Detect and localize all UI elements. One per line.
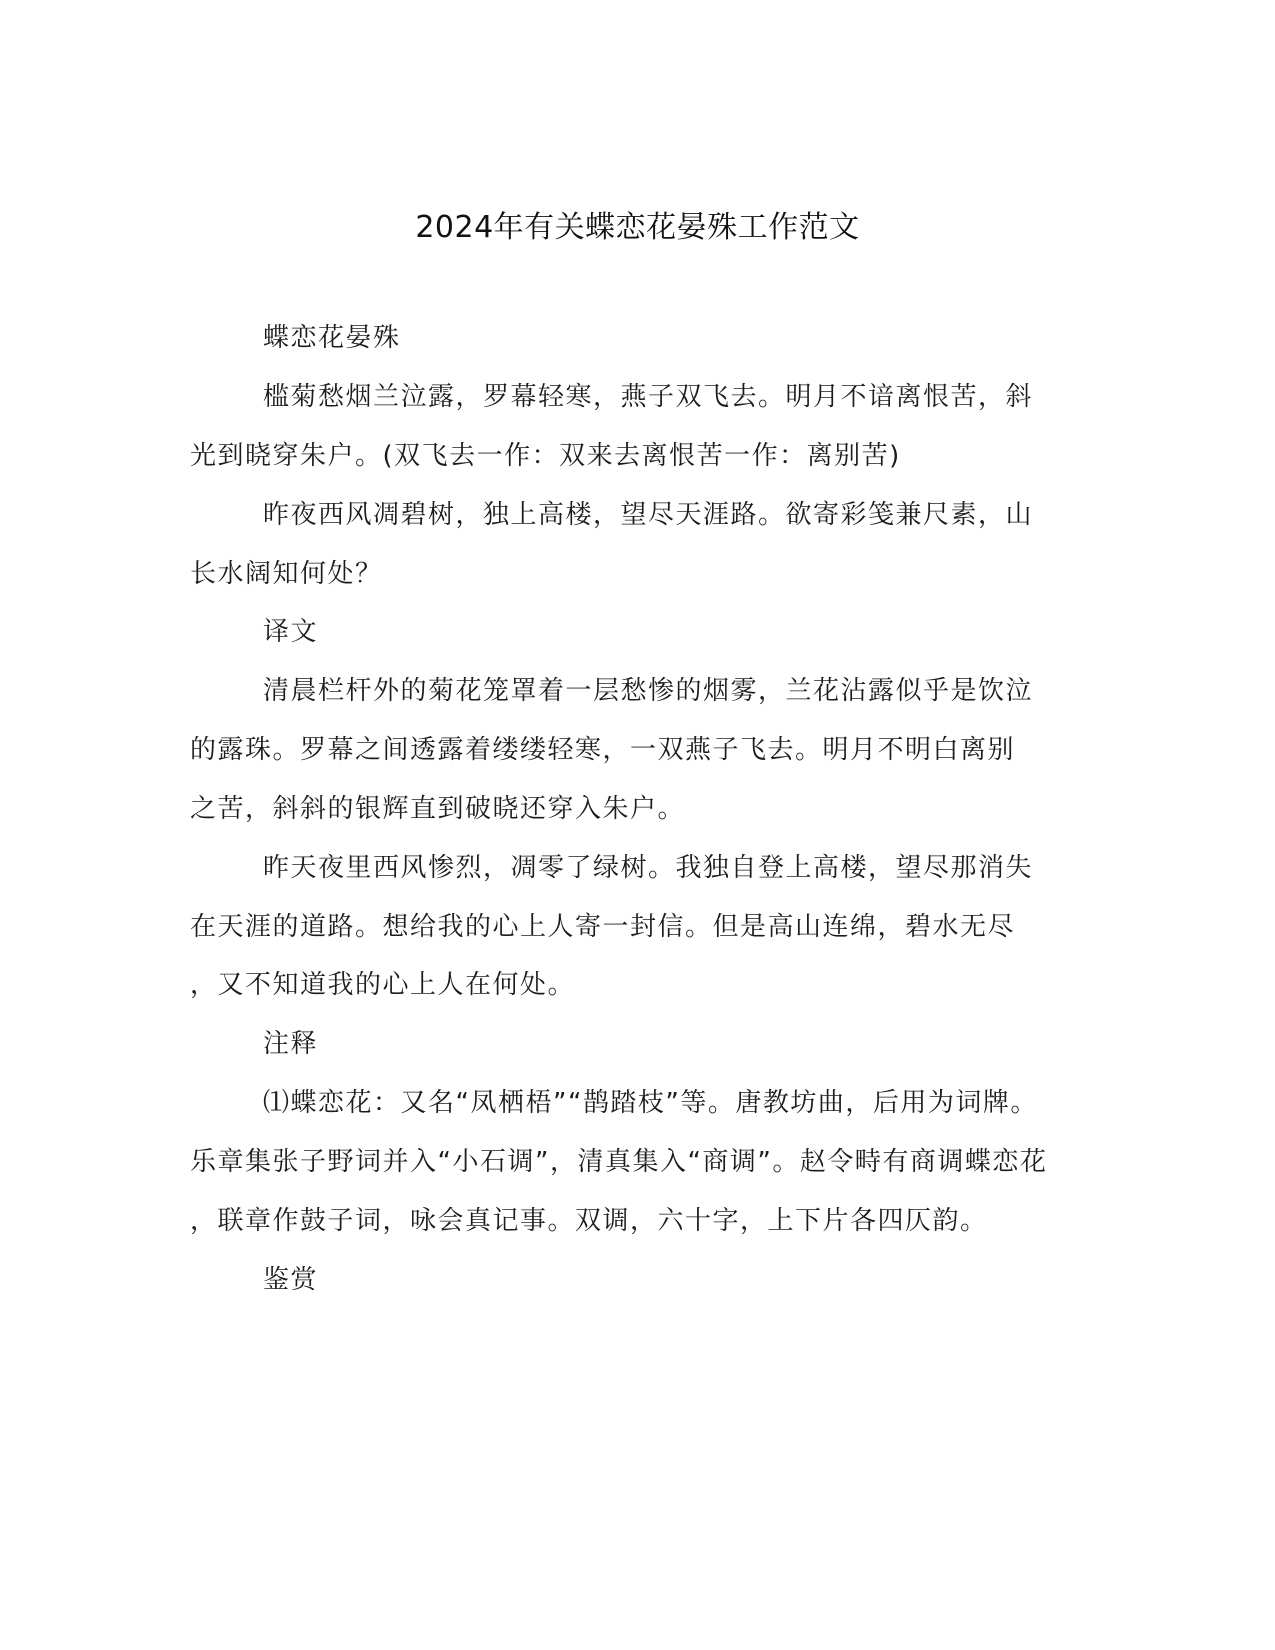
document-title: 2024年有关蝶恋花晏殊工作范文 <box>415 210 860 245</box>
paragraph-line: 光到晓穿朱户。(双飞去一作：双来去离恨苦一作：离别苦) <box>190 441 901 471</box>
paragraph-line: ，联章作鼓子词，咏会真记事。双调，六十字，上下片各四仄韵。 <box>190 1206 988 1236</box>
section-heading-translation: 译文 <box>263 617 319 647</box>
section-heading-poem: 蝶恋花晏殊 <box>263 323 401 353</box>
paragraph-line: 乐章集张子野词并入“小石调”，清真集入“商调”。赵令畤有商调蝶恋花 <box>190 1147 1048 1177</box>
paragraph-line: ⑴蝶恋花：又名“凤栖梧”“鹊踏枝”等。唐教坊曲，后用为词牌。 <box>263 1088 1038 1118</box>
paragraph-line: 昨夜西风凋碧树，独上高楼，望尽天涯路。欲寄彩笺兼尺素，山 <box>263 500 1034 530</box>
paragraph-line: 长水阔知何处？ <box>190 559 383 589</box>
paragraph-line: ，又不知道我的心上人在何处。 <box>190 970 576 1000</box>
section-heading-appreciation: 鉴赏 <box>263 1265 319 1295</box>
paragraph-line: 昨天夜里西风惨烈，凋零了绿树。我独自登上高楼，望尽那消失 <box>263 853 1034 883</box>
paragraph-line: 的露珠。罗幕之间透露着缕缕轻寒，一双燕子飞去。明月不明白离别 <box>190 735 1016 765</box>
section-heading-notes: 注释 <box>263 1029 319 1059</box>
paragraph-line: 槛菊愁烟兰泣露，罗幕轻寒，燕子双飞去。明月不谙离恨苦，斜 <box>263 382 1034 412</box>
paragraph-line: 之苦，斜斜的银辉直到破晓还穿入朱户。 <box>190 794 686 824</box>
paragraph-line: 清晨栏杆外的菊花笼罩着一层愁惨的烟雾，兰花沾露似乎是饮泣 <box>263 676 1034 706</box>
paragraph-line: 在天涯的道路。想给我的心上人寄一封信。但是高山连绵，碧水无尽 <box>190 912 1016 942</box>
